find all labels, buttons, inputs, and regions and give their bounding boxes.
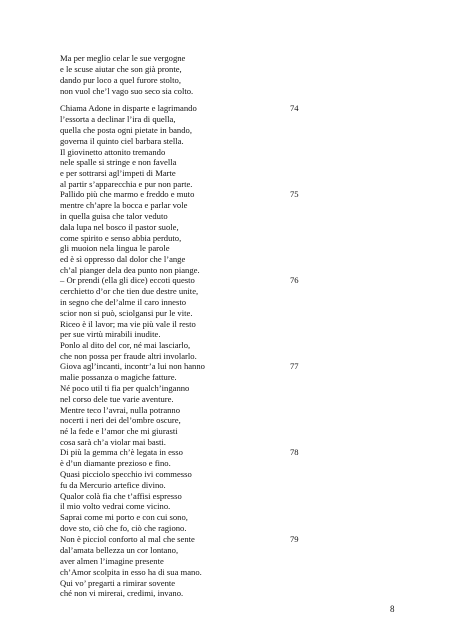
verse-line: ch’al pianger dela dea punto non piange. (60, 265, 200, 276)
verse-line: Non è picciol conforto al mal che sente (60, 534, 195, 544)
verse-line: governa il quinto ciel barbara stella. (60, 135, 184, 146)
verse-line: dal’amata bellezza un cor lontano, (60, 544, 179, 555)
verse-line: mentre ch’apre la bocca e parlar vole (60, 199, 188, 210)
verse-line: Chiama Adone in disparte e lagrimando (60, 103, 197, 113)
verse-line: Riceo è il lavor; ma vie più vale il resto (60, 318, 196, 329)
verse-line: nele spalle si stringe e non favella (60, 157, 177, 168)
verse-line: Pallido più che marmo e freddo e muto (60, 189, 195, 199)
verse-line: dando pur loco a quel furore stolto, (60, 74, 181, 85)
verse-line: scior non si può, sciolgansi pur le vite. (60, 307, 193, 318)
verse-line: Saprai come mi porto e con cui sono, (60, 512, 188, 523)
verse-line: Giova agl’incanti, incontr’a lui non hanno (60, 361, 205, 371)
stanza-number: 76 (290, 275, 299, 285)
verse-line: il mio volto vedrai come vicino. (60, 501, 171, 512)
verse-line: che non possa per fraude altri involarlo. (60, 351, 197, 362)
stanza-77 (60, 361, 380, 448)
stanza-75 (60, 189, 380, 276)
verse-line: Mentre teco l’avrai, nulla potranno (60, 404, 181, 415)
verse-line: Ponlo al dito del cor, né mai lasciarlo, (60, 340, 191, 351)
verse-line: ed è sì oppresso dal dolor che l’ange (60, 254, 186, 265)
verse-line: come spirito e senso abbia perduto, (60, 232, 182, 243)
verse-line: aver almen l’imagine presente (60, 555, 164, 566)
verse-line: l’essorta a declinar l’ira di quella, (60, 113, 176, 124)
verse-line: e le scuse aiutar che son già pronte, (60, 63, 182, 74)
page-number: 8 (390, 604, 395, 614)
verse-line: non vuol che’l vago suo seco sia colto. (60, 85, 194, 96)
verse-line: Quasi picciolo specchio ivi commesso (60, 468, 192, 479)
verse-line: né la fede e l’amor che mi giurasti (60, 426, 178, 437)
verse-line: e per sottrarsi agl’impeti di Marte (60, 168, 176, 179)
verse-line: al partir s’apparecchia e pur non parte. (60, 179, 193, 190)
verse-line: cosa sarà ch’a violar mai basti. (60, 437, 166, 448)
verse-line: Il giovinetto attonito tremando (60, 146, 166, 157)
stanza-79 (60, 534, 380, 599)
verse-line: Di più la gemma ch’è legata in esso (60, 447, 183, 457)
verse-line: Né poco util ti fia per qualch’inganno (60, 382, 190, 393)
stanza-76 (60, 275, 380, 362)
stanza-number: 77 (290, 361, 299, 371)
verse-line: – Or prendi (ella gli dice) eccoti questo (60, 275, 195, 285)
verse-line: fu da Mercurio artefice divino. (60, 479, 166, 490)
stanza-78 (60, 447, 380, 534)
verse-line: è d’un diamante prezioso e fino. (60, 457, 171, 468)
verse-line: quella che posta ogni pietate in bando, (60, 124, 192, 135)
verse-line: per sue virtù mirabili inudite. (60, 329, 161, 340)
stanza-74 (60, 103, 380, 190)
verse-line: ch’Amor scolpita in esso ha di sua mano. (60, 566, 202, 577)
verse-line: dala lupa nel bosco il pastor suole, (60, 221, 179, 232)
verse-line: dove sto, ciò che fo, ciò che ragiono. (60, 523, 187, 534)
verse-line: in quella guisa che talor veduto (60, 210, 168, 221)
verse-line: gli muoion nela lingua le parole (60, 243, 170, 254)
verse-line: Qui vo’ pregarti a rimirar sovente (60, 577, 176, 588)
stanza-continuation (60, 53, 380, 97)
verse-line: nel corso dele tue varie aventure. (60, 393, 174, 404)
stanza-number: 75 (290, 189, 299, 199)
stanza-number: 78 (290, 447, 299, 457)
verse-line: malie possanza o magiche fatture. (60, 371, 177, 382)
verse-line: cerchietto d’or che tien due destre unite, (60, 285, 199, 296)
stanza-number: 74 (290, 103, 299, 113)
verse-line: in segno che del’alme il caro innesto (60, 296, 186, 307)
verse-line: ché non vi mirerai, credimi, invano. (60, 588, 184, 599)
verse-line: Ma per meglio celar le sue vergogne (60, 53, 186, 63)
stanza-number: 79 (290, 534, 299, 544)
verse-line: Qualor colà fia che t’affisi espresso (60, 490, 182, 501)
verse-line: nocerti i neri dei del’ombre oscure, (60, 415, 181, 426)
